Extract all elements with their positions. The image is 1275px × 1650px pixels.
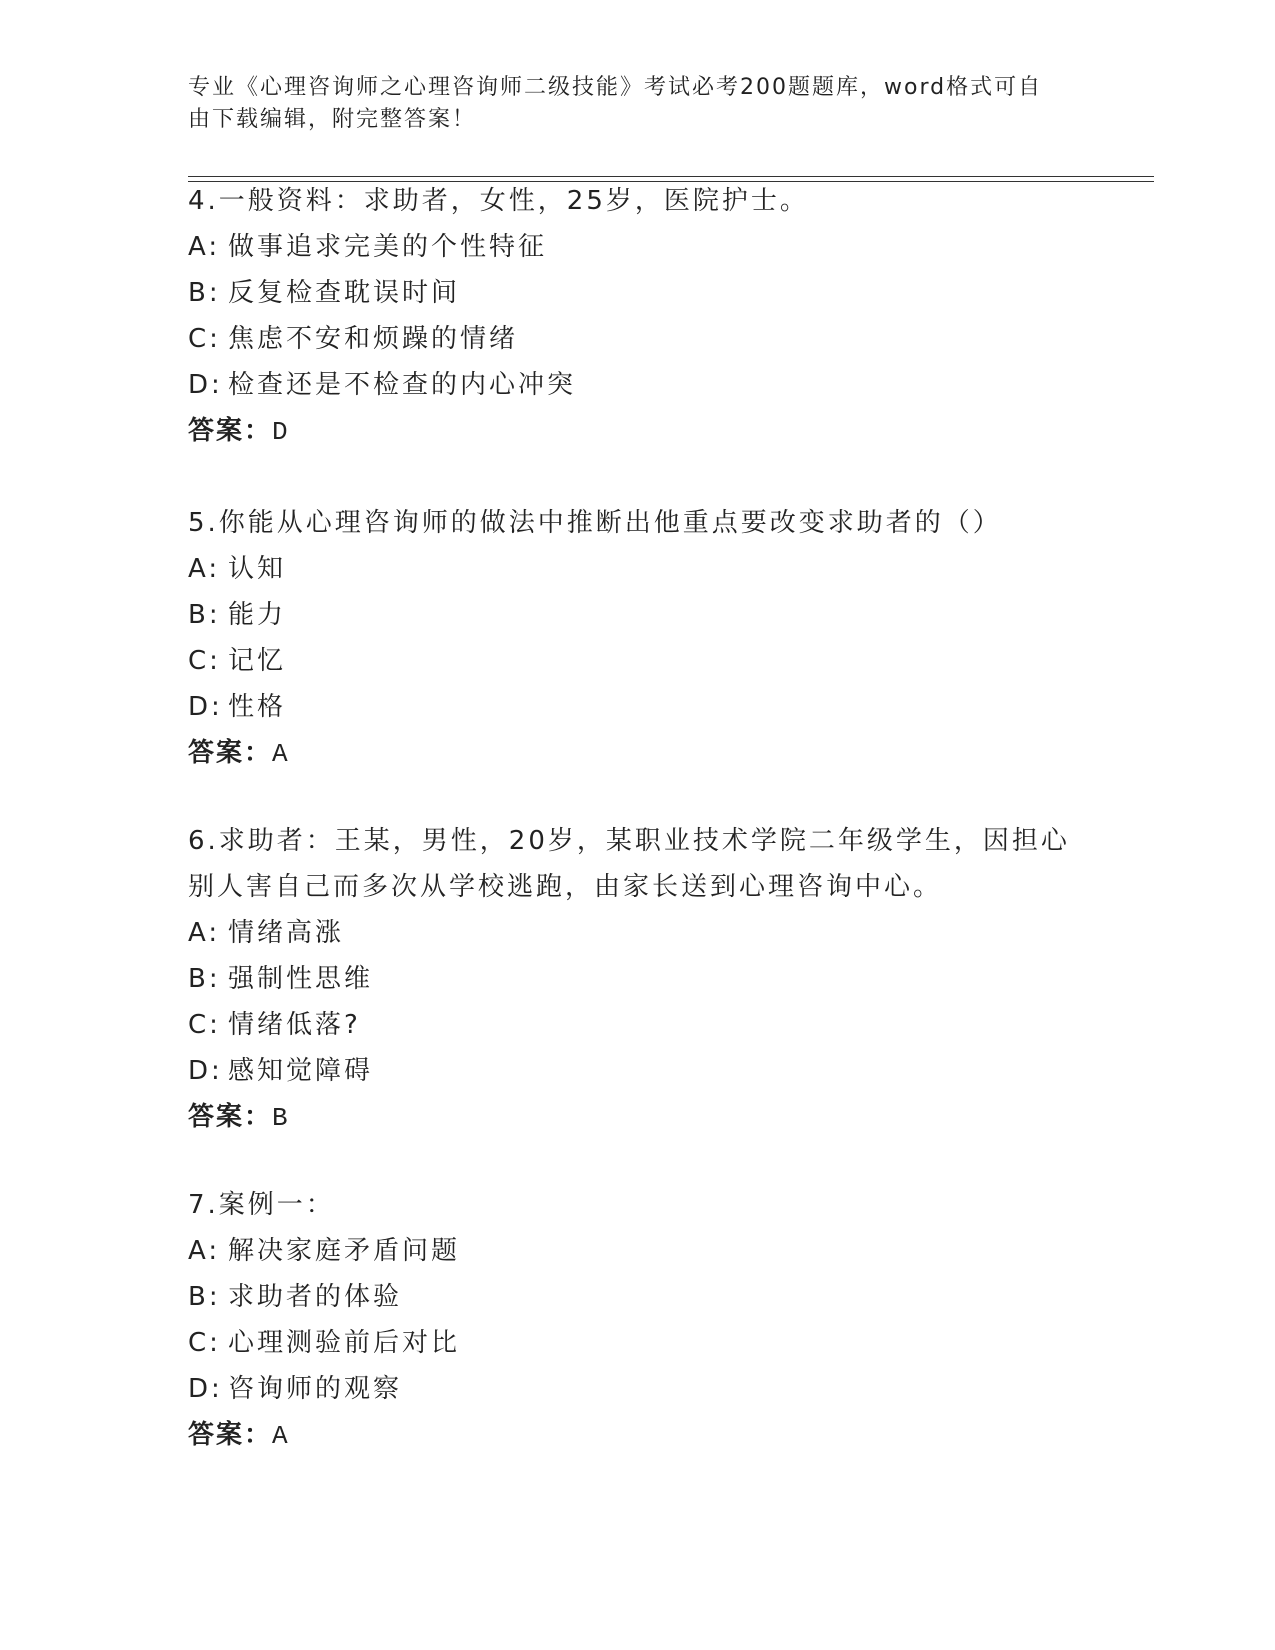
option-b (188, 956, 1068, 1002)
option-a (188, 910, 1068, 956)
option-text: 能力 (228, 600, 287, 630)
option-label: B: (188, 964, 221, 994)
answer-value: D (272, 417, 290, 447)
answer-label: 答案： (188, 1420, 273, 1450)
option-text: 情绪高涨 (228, 918, 345, 948)
option-label: C: (188, 1328, 221, 1358)
header-divider-top (188, 176, 1154, 177)
answer-value: B (272, 1103, 290, 1133)
answer-value: A (272, 739, 290, 769)
option-c (188, 316, 1068, 362)
option-a (188, 1228, 1068, 1274)
option-text: 认知 (228, 554, 287, 584)
question-7 (188, 1182, 1068, 1458)
answer-value: A (272, 1421, 290, 1451)
option-text: 检查还是不检查的内心冲突 (228, 370, 577, 400)
option-label: D: (188, 1374, 223, 1404)
option-label: C: (188, 324, 221, 354)
option-label: A: (188, 1236, 221, 1266)
question-stem: 5.你能从心理咨询师的做法中推断出他重点要改变求助者的（） (188, 508, 1002, 538)
option-text: 记忆 (228, 646, 287, 676)
option-label: C: (188, 646, 221, 676)
answer-line (188, 408, 1068, 454)
answer-line (188, 1094, 1068, 1140)
option-d (188, 1048, 1068, 1094)
option-c (188, 638, 1068, 684)
answer-label: 答案： (188, 416, 273, 446)
option-b (188, 592, 1068, 638)
question-stem: 4.一般资料：求助者，女性，25岁，医院护士。 (188, 186, 809, 216)
option-label: D: (188, 692, 223, 722)
option-d (188, 362, 1068, 408)
option-label: A: (188, 918, 221, 948)
option-a (188, 224, 1068, 270)
question-4 (188, 178, 1068, 454)
option-a (188, 546, 1068, 592)
question-6 (188, 818, 1068, 1140)
option-b (188, 1274, 1068, 1320)
option-text: 情绪低落? (228, 1010, 361, 1040)
option-label: B: (188, 1282, 221, 1312)
question-stem-line-1: 6.求助者：王某，男性，20岁，某职业技术学院二年级学生，因担心 (188, 826, 1070, 856)
option-text: 反复检查耽误时间 (228, 278, 461, 308)
header-line-2: 由下载编辑，附完整答案！ (188, 107, 477, 132)
option-text: 感知觉障碍 (228, 1056, 374, 1086)
option-b (188, 270, 1068, 316)
option-label: A: (188, 232, 221, 262)
option-text: 做事追求完美的个性特征 (228, 232, 548, 262)
option-label: A: (188, 554, 221, 584)
option-text: 性格 (228, 692, 287, 722)
answer-label: 答案： (188, 738, 273, 768)
option-label: B: (188, 600, 221, 630)
option-text: 心理测验前后对比 (228, 1328, 461, 1358)
option-label: D: (188, 1056, 223, 1086)
option-c (188, 1002, 1068, 1048)
answer-line (188, 730, 1068, 776)
answer-line (188, 1412, 1068, 1458)
option-text: 解决家庭矛盾问题 (228, 1236, 461, 1266)
option-label: C: (188, 1010, 221, 1040)
answer-label: 答案： (188, 1102, 273, 1132)
option-d (188, 684, 1068, 730)
question-stem: 7.案例一： (188, 1190, 335, 1220)
header-line-1: 专业《心理咨询师之心理咨询师二级技能》考试必考200题题库，word格式可自 (188, 75, 1043, 100)
option-label: D: (188, 370, 223, 400)
option-d (188, 1366, 1068, 1412)
document-header (188, 72, 1068, 136)
option-text: 咨询师的观察 (228, 1374, 403, 1404)
option-text: 焦虑不安和烦躁的情绪 (228, 324, 519, 354)
option-label: B: (188, 278, 221, 308)
option-c (188, 1320, 1068, 1366)
question-5 (188, 500, 1068, 776)
option-text: 求助者的体验 (228, 1282, 403, 1312)
question-stem-line-2: 别人害自己而多次从学校逃跑，由家长送到心理咨询中心。 (188, 872, 943, 902)
option-text: 强制性思维 (228, 964, 374, 994)
